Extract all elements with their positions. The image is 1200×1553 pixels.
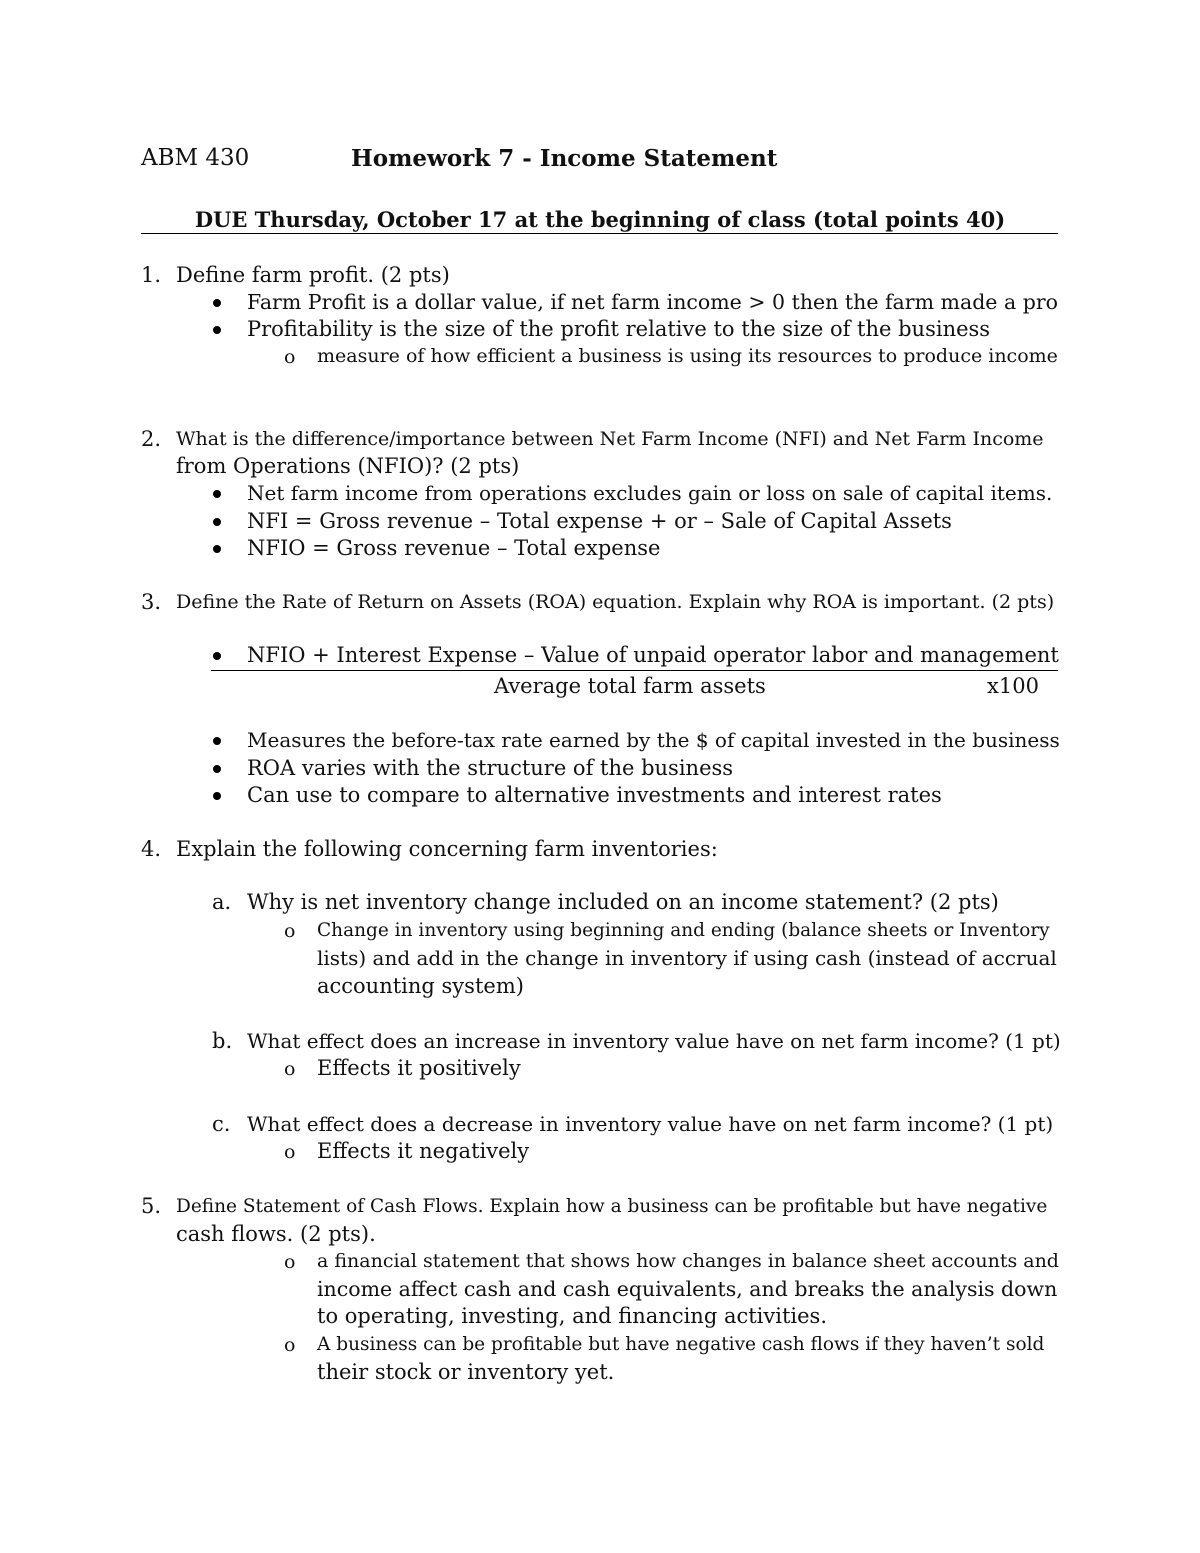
q2-number: 2. [141,427,162,451]
q5-text-line-2: cash flows. (2 pts). [176,1222,376,1246]
q5-sub-1-line-1: a financial statement that shows how changes in balance sheet accounts and [317,1250,1059,1272]
page-title: Homework 7 - Income Statement [351,145,778,172]
due-line: DUE Thursday, October 17 at the beginning of class (total points 40) [194,207,1006,232]
q1-text: Define farm profit. (2 pts) [176,263,450,287]
q3-bullet-1: Measures the before-tax rate earned by the $ of capital invested in the business [247,728,1060,752]
q1-bullet-2: Profitability is the size of the profit relative to the size of the business [247,317,991,341]
q2-bullet-1: Net farm income from operations excludes gain or loss on sale of capital items. [247,481,1053,505]
bullet-icon [213,299,221,307]
roa-multiplier: x100 [987,674,1039,698]
circle-bullet-icon: o [284,1334,296,1356]
q4b-label: b. [212,1029,233,1053]
circle-bullet-icon: o [284,1251,296,1273]
q4a-sub-line-2: lists) and add in the change in inventory if using cash (instead of accrual [317,946,1057,970]
q2-text-line-1: What is the difference/importance between Net Farm Income (NFI) and Net Farm Income [176,428,1044,450]
q4-number: 4. [141,837,162,861]
q5-sub-1-line-3: to operating, investing, and financing activities. [317,1304,827,1328]
q1-number: 1. [141,263,162,287]
bullet-icon [213,652,221,660]
circle-bullet-icon: o [284,920,296,942]
bullet-icon [213,545,221,553]
q4c-sub-1: Effects it negatively [317,1139,530,1163]
bullet-icon [213,490,221,498]
q5-text-line-1: Define Statement of Cash Flows. Explain how a business can be profitable but have negative [176,1196,1048,1217]
bullet-icon [213,737,221,745]
q4b-text: What effect does an increase in inventory value have on net farm income? (1 pt) [247,1029,1061,1053]
q5-sub-2-line-1: A business can be profitable but have negative cash flows if they haven’t sold [317,1334,1045,1355]
q4a-label: a. [212,890,232,914]
q5-sub-1-line-2: income affect cash and cash equivalents, and breaks the analysis down [317,1277,1058,1301]
circle-bullet-icon: o [284,346,296,368]
bullet-icon [213,518,221,526]
q3-text: Define the Rate of Return on Assets (ROA) equation. Explain why ROA is important. (2 pts) [176,591,1055,613]
q5-sub-2-line-2: their stock or inventory yet. [317,1360,615,1384]
circle-bullet-icon: o [284,1058,296,1080]
q2-text-line-2: from Operations (NFIO)? (2 pts) [176,454,520,478]
q4a-text: Why is net inventory change included on an income statement? (2 pts) [247,890,999,914]
bullet-icon [213,792,221,800]
roa-numerator: NFIO + Interest Expense – Value of unpaid operator labor and management [247,643,1059,667]
roa-denominator: Average total farm assets [494,674,766,698]
bullet-icon [213,765,221,773]
q5-number: 5. [141,1194,162,1218]
q1-bullet-1: Farm Profit is a dollar value, if net farm income > 0 then the farm made a pro [247,290,1058,314]
q3-bullet-2: ROA varies with the structure of the business [247,756,734,780]
circle-bullet-icon: o [284,1141,296,1163]
q4a-sub-line-1: Change in inventory using beginning and ending (balance sheets or Inventory [317,920,1050,941]
q4b-sub-1: Effects it positively [317,1056,521,1080]
fraction-bar [211,670,1058,671]
q3-bullet-3: Can use to compare to alternative investments and interest rates [247,783,942,807]
bullet-icon [213,326,221,334]
q2-bullet-3: NFIO = Gross revenue – Total expense [247,536,661,560]
q4c-text: What effect does a decrease in inventory value have on net farm income? (1 pt) [247,1112,1054,1136]
q1-sub-1: measure of how efficient a business is using its resources to produce income [317,345,1058,367]
q4c-label: c. [212,1112,231,1136]
header-rule [141,233,1058,234]
q4-text: Explain the following concerning farm inventories: [176,837,718,861]
q3-number: 3. [141,590,162,614]
q2-bullet-2: NFI = Gross revenue – Total expense + or – Sale of Capital Assets [247,509,952,533]
course-code: ABM 430 [141,145,250,171]
q4a-sub-line-3: accounting system) [317,974,524,998]
